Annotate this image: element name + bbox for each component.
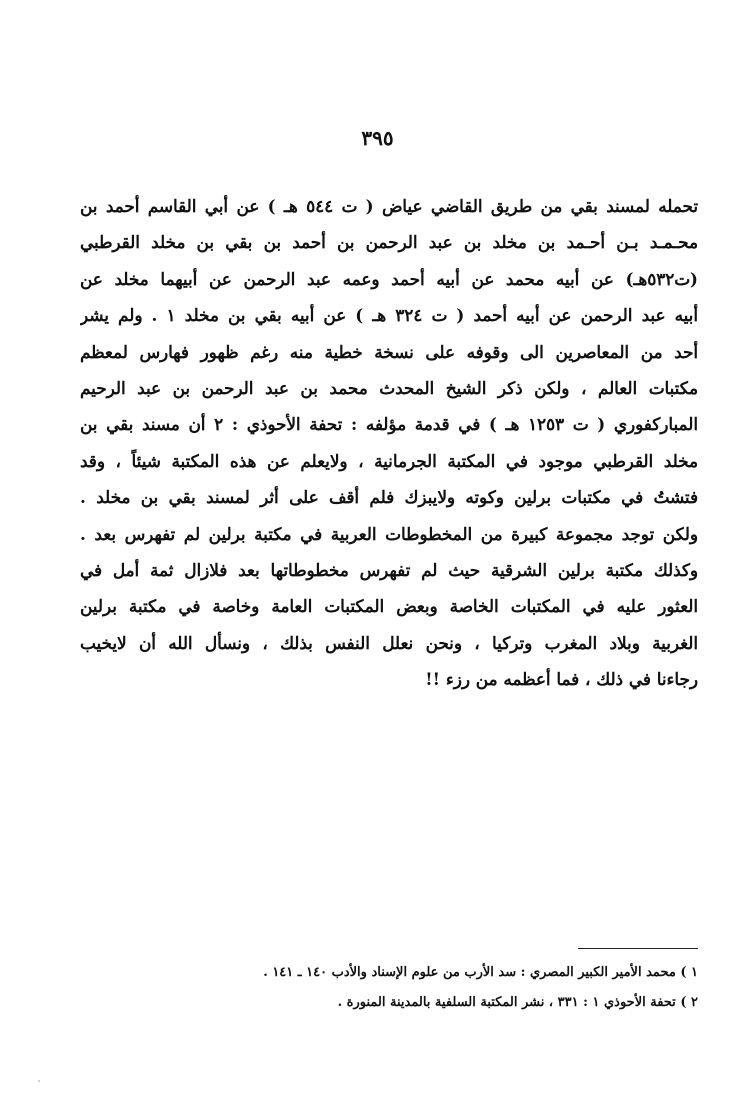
footnote-2: ٢ ) تحفة الأحوذي ١ : ٣٣١ ، نشر المكتبة السلفية بالمدينة المنورة . (337, 995, 698, 1010)
body-line: مكتبات العالم ، ولكن ذكر الشيخ المحدث محمد بن عبد الرحمن بن عبد الرحيم (80, 377, 698, 398)
scan-speck (38, 1080, 40, 1082)
body-line: محـمـد بـن أحـمد بن مخلد بن عبد الرحمن بن أحمد بن بقي بن مخلد القرطبي (80, 232, 698, 253)
body-line: ولكن توجد مجموعة كبيرة من المخطوطات العربية في مكتبة برلين لم تفهرس بعد . (80, 523, 698, 544)
body-line-last: رجاءنا في ذلك ، فما أعظمه من رزء !! (425, 669, 698, 690)
body-line: فتشتُ في مكتبات برلين وكوته ولايبزك فلم أقف على أثر لمسند بقي بن مخلد . (80, 487, 698, 508)
body-line: وكذلك مكتبة برلين الشرقية حيث لم تفهرس مخطوطاتها بعد فلازال ثمة أمل في (80, 559, 698, 580)
page-number: ٣٩٥ (361, 126, 394, 150)
body-line: أحد من المعاصرين الى وقوفه على نسخة خطية منه رغم ظهور فهارس لمعظم (80, 341, 698, 362)
footnotes (150, 958, 698, 1018)
body-line: أبيه عبد الرحمن عن أبيه أحمد ( ت ٣٢٤ هـ ) عن أبيه بقي بن مخلد ١ . ولم يشر (80, 305, 698, 326)
body-line: العثور عليه في المكتبات الخاصة وبعض المكتبات العامة وخاصة في مكتبة برلين (80, 596, 698, 617)
body-line: تحمله لمسند بقي من طريق القاضي عياض ( ت ٥٤٤ هـ ) عن أبي القاسم أحمد بن (80, 196, 698, 216)
body-line: (ت٥٣٢هـ) عن أبيه محمد عن أبيه أحمد وعمه عبد الرحمن عن أبيهما مخلد عن (80, 268, 698, 289)
body-line: المباركفوري ( ت ١٢٥٣ هـ ) في قدمة مؤلفه : تحفة الأحوذي : ٢ أن مسند بقي بن (80, 414, 698, 435)
body-line: الغربية وبلاد المغرب وتركيا ، ونحن نعلل النفس بذلك ، ونسأل الله أن لايخيب (80, 632, 698, 653)
footnote-separator (578, 948, 698, 949)
body-text (80, 188, 698, 697)
footnote-1: ١ ) محمد الأمير الكبير المصري : سد الأرب من علوم الإسناد والأدب ١٤٠ ـ ١٤١ . (263, 965, 698, 980)
body-line: مخلد القرطبي موجود في المكتبة الجرمانية ، ولايعلم عن هذه المكتبة شيئاً ، وقد (80, 450, 698, 471)
